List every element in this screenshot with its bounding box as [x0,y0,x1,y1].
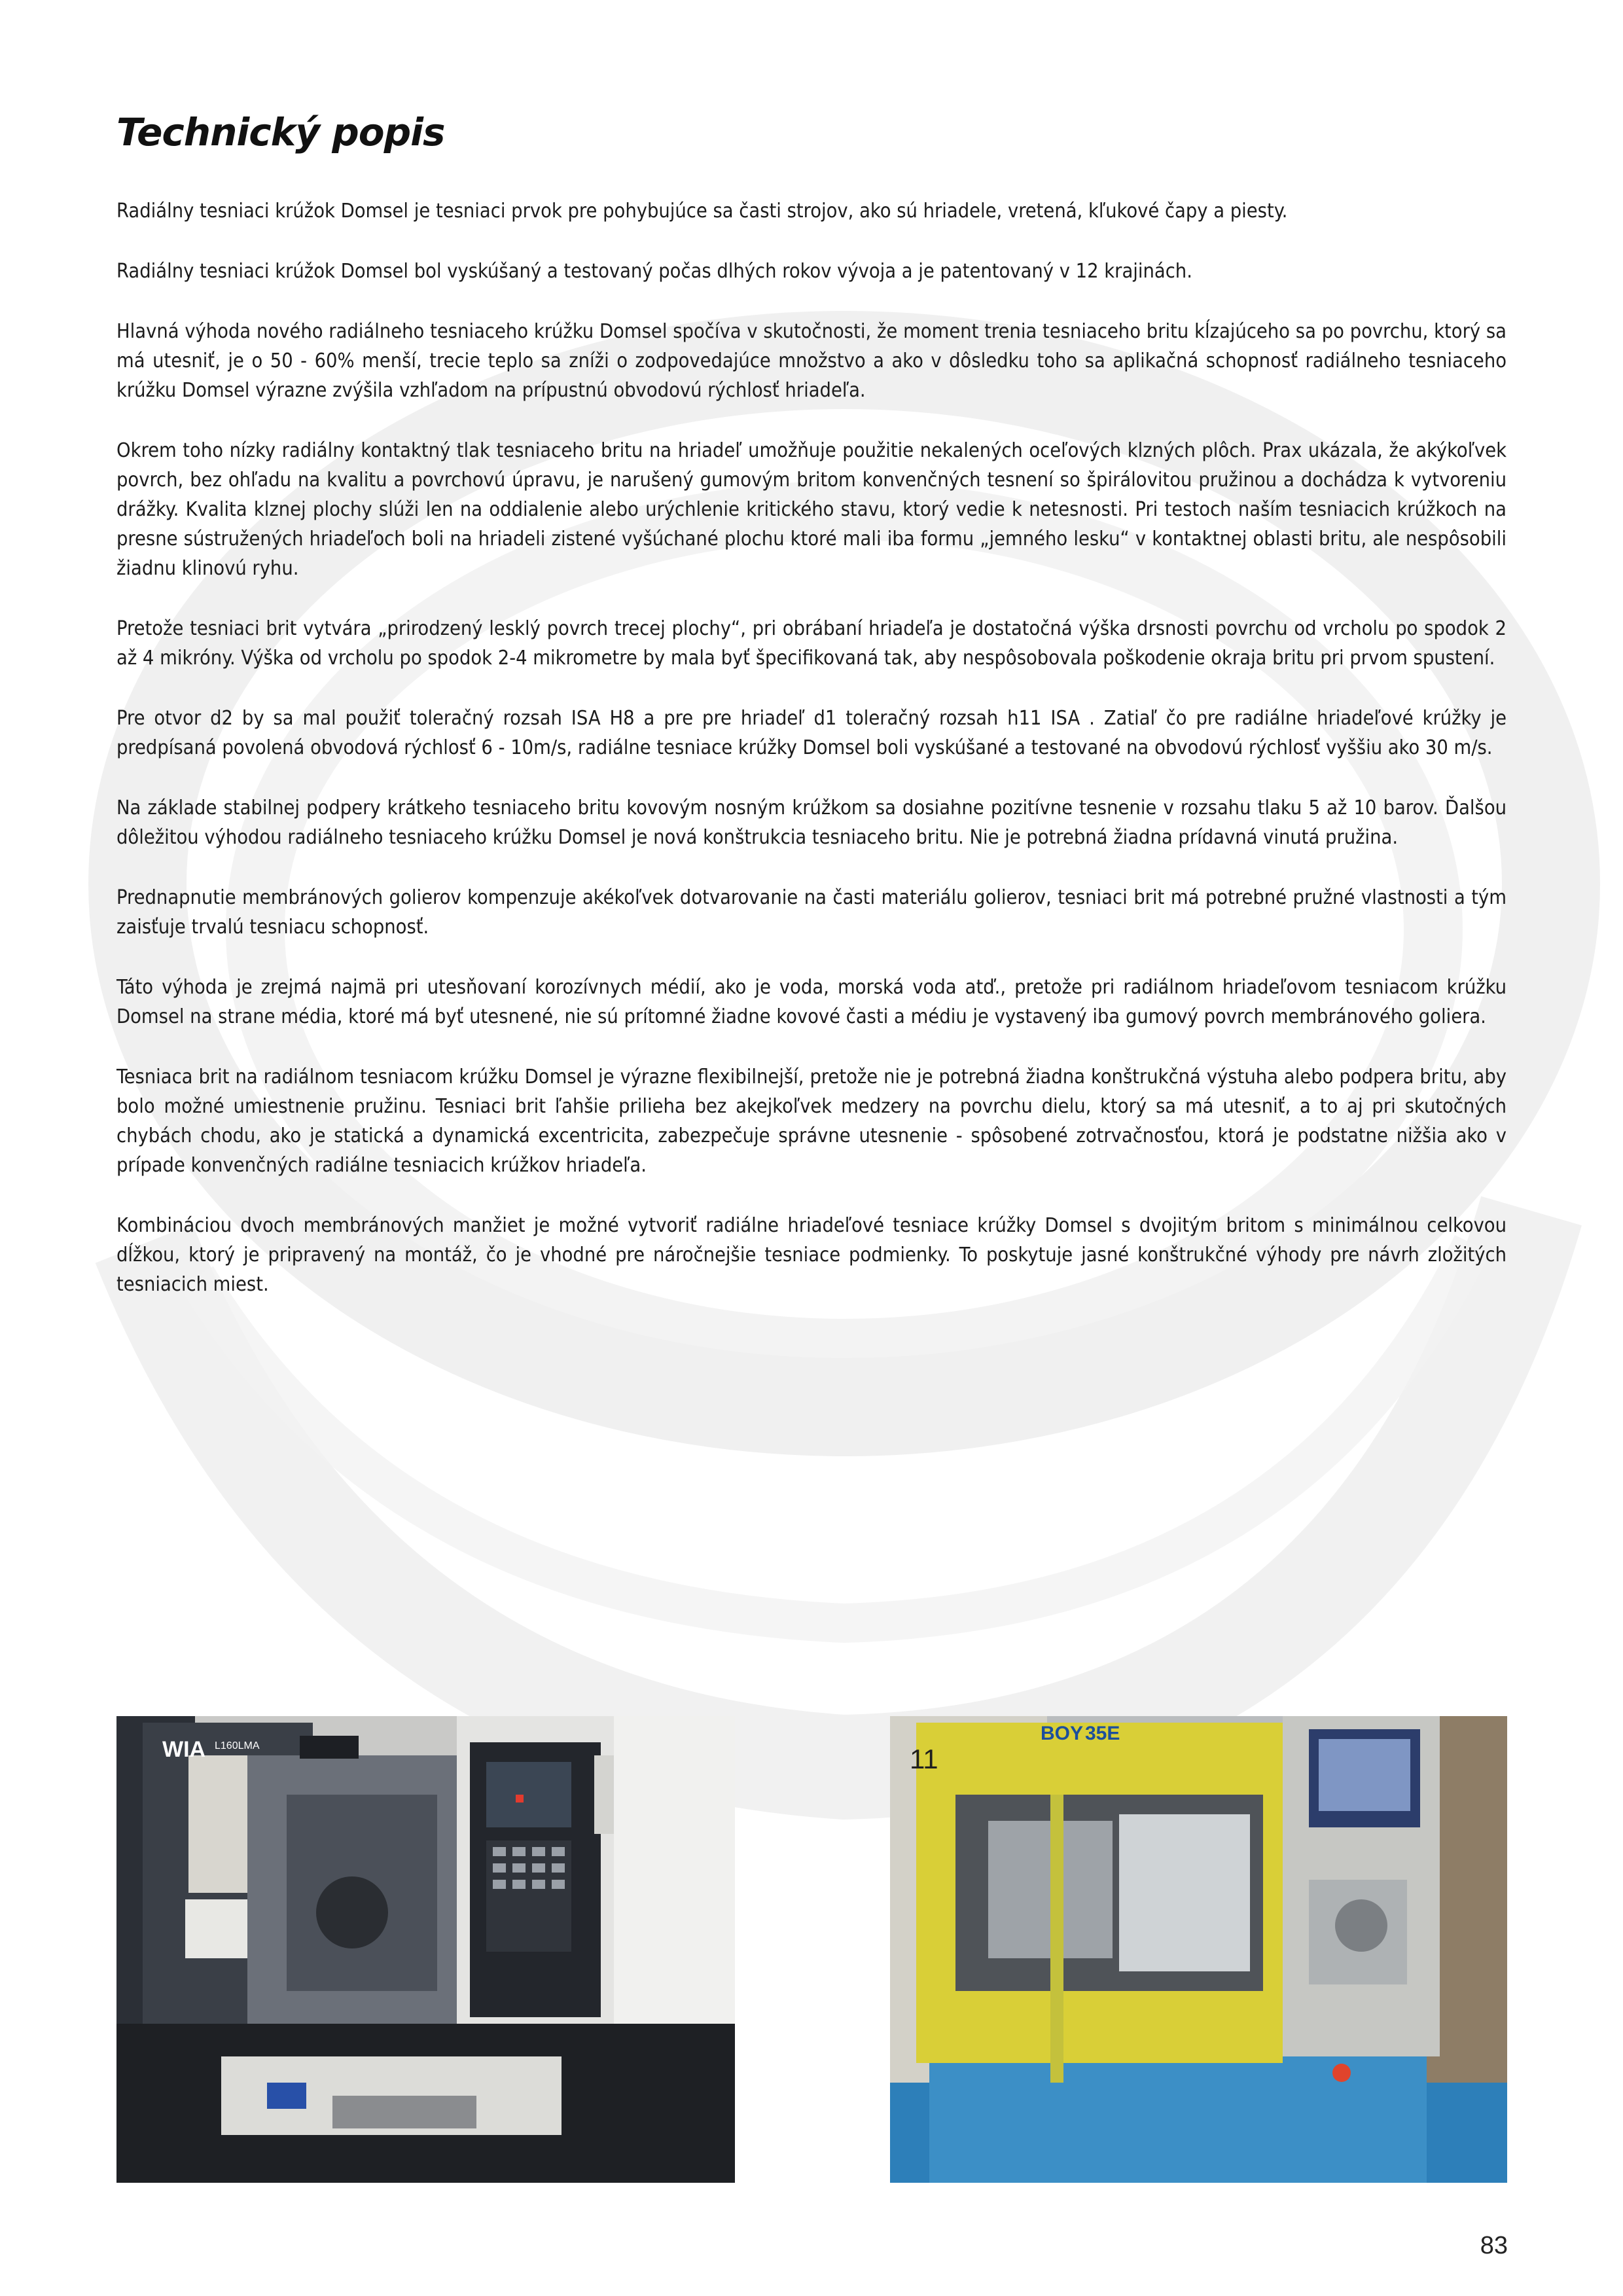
wia-logo: WIA [162,1737,206,1762]
boy-logo: BOY [1041,1723,1084,1744]
paragraph: Na základe stabilnej podpery krátkeho tesniaceho britu kovovým nosným krúžkom sa dosiahne pozitívne tesnenie v rozsahu tlaku 5 až 10 barov. Ďalšou dôležitou výhodou radiálneho tesniaceho krúžku Domsel je nová konštrukcia tesniaceho britu. Nie je potrebná žiadna prídavná vinutá pružina. [116,797,1507,849]
paragraph: Pre otvor d2 by sa mal použiť toleračný rozsah ISA H8 a pre pre hriadeľ d1 toleračný rozsah h11 ISA . Zatiaľ čo pre radiálne hriadeľové krúžky je predpísaná povolená obvodová rýchlosť 6 - 10m/s, radiálne tesniace krúžky Domsel boli vyskúšané a testované na obvodovú rýchlosť vyššiu ako 30 m/s. [116,707,1507,759]
page-number: 83 [1480,2232,1508,2259]
paragraph: Kombináciou dvoch membránových manžiet je možné vytvoriť radiálne hriadeľové tesniace krúžky Domsel s dvojitým britom s minimálnou celkovou dĺžkou, ktorý je pripravený na montáž, čo je vhodné pre náročnejšie tesniace podmienky. To poskytuje jasné konštrukčné výhody pre návrh zložitých tesniacich miest. [116,1214,1507,1296]
model-label: L160LMA [215,1740,260,1751]
paragraph: Okrem toho nízky radiálny kontaktný tlak tesniaceho britu na hriadeľ umožňuje použitie nekalených oceľových klzných plôch. Prax ukázala, že akýkoľvek povrch, bez ohľadu na kvalitu a povrchovú úpravu, je narušený gumovým britom konvenčných tesnení so špirálovitou pružinou a dochádza k vytvoreniu drážky. Kvalita klznej plochy slúži len na oddialenie alebo urýchlenie kritického stavu, ktorý vedie k netesnosti. Pri testoch naším tesniacich krúžkoch na presne sústružených hriadeľoch boli na hriadeli zistené vyšúchané plochu ktoré mali iba formu „jemného lesku“ v kontaktnej oblasti britu, ale nespôsobili žiadnu klinovú ryhu. [116,439,1507,580]
cnc-lathe-image [116,1716,735,2183]
paragraph: Pretože tesniaci brit vytvára „prirodzený lesklý povrch trecej plochy“, pri obrábaní hriadeľa je dostatočná výška drsnosti povrchu od vrcholu po spodok 2 až 4 mikróny. Výška od vrcholu po spodok 2-4 mikrometre by mala byť špecifikovaná tak, aby nespôsobovala poškodenie okraja britu pri prvom spustení. [116,617,1507,670]
injection-machine-image [890,1716,1507,2183]
paragraph: Hlavná výhoda nového radiálneho tesniaceho krúžku Domsel spočíva v skutočnosti, že moment trenia tesniaceho britu kĺzajúceho sa po povrchu, ktorý sa má utesniť, je o 50 - 60% menší, trecie teplo sa zníži o zodpovedajúce množstvo a ako v dôsledku toho sa aplikačná schopnosť radiálneho tesniaceho krúžku Domsel výrazne zvýšila vzhľadom na prípustnú obvodovú rýchlosť hriadeľa. [116,320,1507,402]
station-number: 11 [910,1744,938,1774]
paragraph: Prednapnutie membránových golierov kompenzuje akékoľvek dotvarovanie na časti materiálu golierov, tesniaci brit má potrebné pružné vlastnosti a tým zaisťuje trvalú tesniacu schopnosť. [116,886,1507,939]
paragraph: Radiálny tesniaci krúžok Domsel bol vyskúšaný a testovaný počas dlhých rokov vývoja a je patentovaný v 12 krajinách. [116,260,1192,283]
boy-model-label: 35E [1085,1723,1120,1744]
paragraph: Radiálny tesniaci krúžok Domsel je tesniaci prvok pre pohybujúce sa časti strojov, ako sú hriadele, vretená, kľukové čapy a piesty. [116,200,1288,223]
paragraph: Táto výhoda je zrejmá najmä pri utesňovaní korozívnych médií, ako je voda, morská voda atď., pretože pri radiálnom hriadeľovom tesniacom krúžku Domsel na strane média, ktoré má byť utesnené, nie sú prítomné žiadne kovové časti a médiu je vystavený iba gumový povrch membránového goliera. [116,976,1507,1028]
cnc-lathe-photo [116,1716,735,2183]
injection-machine-photo [890,1716,1507,2183]
body-text [116,196,1507,1330]
paragraph: Tesniaca brit na radiálnom tesniacom krúžku Domsel je výrazne flexibilnejší, pretože nie je potrebná žiadna konštrukčná výstuha alebo podpera britu, aby bolo možné umiestnenie pružinu. Tesniaci brit ľahšie prilieha bez akejkoľvek medzery na povrchu dielu, ktorý sa má utesniť, a to aj pri skutočných chybách chodu, ako je statická a dynamická excentricita, zabezpečuje správne utesnenie - spôsobené zotrvačnosťou, ktorá je podstatne nižšia ako v prípade konvenčných radiálne tesniacich krúžkov hriadeľa. [116,1066,1507,1177]
page-title: Technický popis [116,110,445,154]
